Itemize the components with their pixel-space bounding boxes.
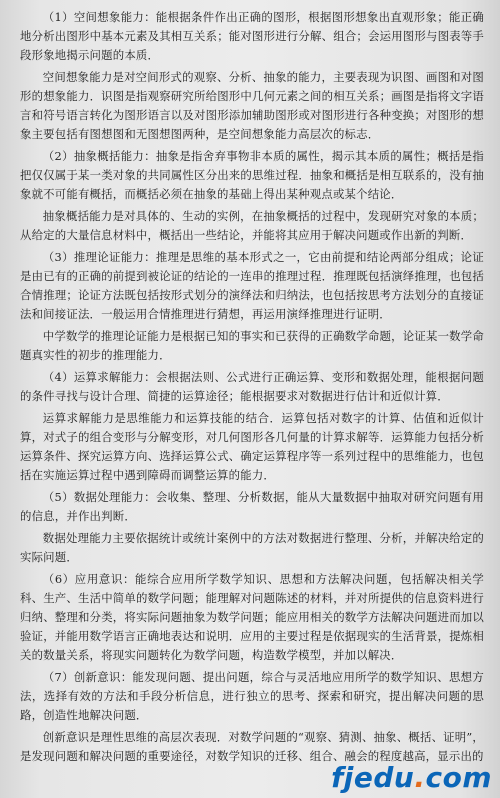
watermark-dot: . — [414, 761, 426, 794]
paragraph-computation-detail: 运算求解能力是思维能力和运算技能的结合．运算包括对数字的计算、估值和近似计算，对式子的组合变形与分解变形，对几何图形各几何量的计算求解等．运算能力包括分析运算条件、探究运算方向、选择运算公式、确定运算程序等一系列过程中的思维能力，也包括在实施运算过程中遇到障碍而调整运算的能力． — [20, 411, 484, 482]
paragraph-abstraction-detail: 抽象概括能力是对具体的、生动的实例，在抽象概括的过程中，发现研究对象的本质；从给定的大量信息材料中，概括出一些结论，并能将其应用于解决问题或作出新的判断． — [20, 209, 484, 242]
paragraph-data-processing-detail: 数据处理能力主要依据统计或统计案例中的方法对数据进行整理、分析，并解决给定的实际问题． — [20, 531, 484, 564]
paragraph-innovation-detail: 创新意识是理性思维的高层次表现．对数学问题的“观察、猜测、抽象、概括、证明”，是发现问题和解决问题的重要途径，对数学知识的迁移、组合、融会的程度越高，显示出的 — [20, 730, 484, 763]
paragraph-spatial-imagination-detail: 空间想象能力是对空间形式的观察、分析、抽象的能力，主要表现为识图、画图和对图形的想象能力．识图是指观察研究所给图形中几何元素之间的相互关系；画图是指将文字语言和符号语言转化为图形语言以及对图形添加辅助图形或对图形进行各种变换；对图形的想象主要包括有图想图和无图想图两种，是空间想象能力高层次的标志． — [20, 70, 484, 141]
paragraph-abstraction: （2）抽象概括能力：抽象是指舍弃事物非本质的属性，揭示其本质的属性；概括是指把仅仅属于某一类对象的共同属性区分出来的思维过程．抽象和概括是相互联系的，没有抽象就不可能有概括，而概括必须在抽象的基础上得出某种观点或某个结论． — [20, 149, 484, 201]
watermark-text-b: com — [425, 761, 492, 794]
paragraph-spatial-imagination: （1）空间想象能力：能根据条件作出正确的图形，根据图形想象出直观形象；能正确地分析出图形中基本元素及其相互关系；能对图形进行分解、组合；会运用图形与图表等手段形象地揭示问题的本质． — [20, 10, 484, 62]
watermark-text-a: fjedu — [331, 761, 415, 794]
paragraph-data-processing: （5）数据处理能力：会收集、整理、分析数据，能从大量数据中抽取对研究问题有用的信息，并作出判断． — [20, 490, 484, 523]
paragraph-innovation: （7）创新意识：能发现问题、提出问题，综合与灵活地应用所学的数学知识、思想方法，选择有效的方法和手段分析信息，进行独立的思考、探索和研究，提出解决问题的思路，创造性地解决问题． — [20, 670, 484, 722]
paragraph-reasoning-detail: 中学数学的推理论证能力是根据已知的事实和已获得的正确数学命题，论证某一数学命题真实性的初步的推理能力． — [20, 329, 484, 362]
paragraph-computation: （4）运算求解能力：会根据法则、公式进行正确运算、变形和数据处理，能根据问题的条件寻找与设计合理、简捷的运算途径；能根据要求对数据进行估计和近似计算． — [20, 370, 484, 403]
paragraph-reasoning: （3）推理论证能力：推理是思维的基本形式之一，它由前提和结论两部分组成；论证是由已有的正确的前提到被论证的结论的一连串的推理过程．推理既包括演绎推理，也包括合情推理；论证方法既包括按形式划分的演绎法和归纳法，也包括按思考方法划分的直接证法和间接证法．一般运用合情推理进行猜想，再运用演绎推理进行证明． — [20, 250, 484, 321]
site-watermark-logo — [331, 761, 492, 794]
paragraph-application: （6）应用意识：能综合应用所学数学知识、思想和方法解决问题，包括解决相关学科、生产、生活中简单的数学问题；能理解对问题陈述的材料，并对所提供的信息资料进行归纳、整理和分类，将实际问题抽象为数学问题；能应用相关的数学方法解决问题进而加以验证，并能用数学语言正确地表达和说明．应用的主要过程是依据现实的生活背景，提炼相关的数量关系，将现实问题转化为数学问题，构造数学模型，并加以解决． — [20, 572, 484, 662]
